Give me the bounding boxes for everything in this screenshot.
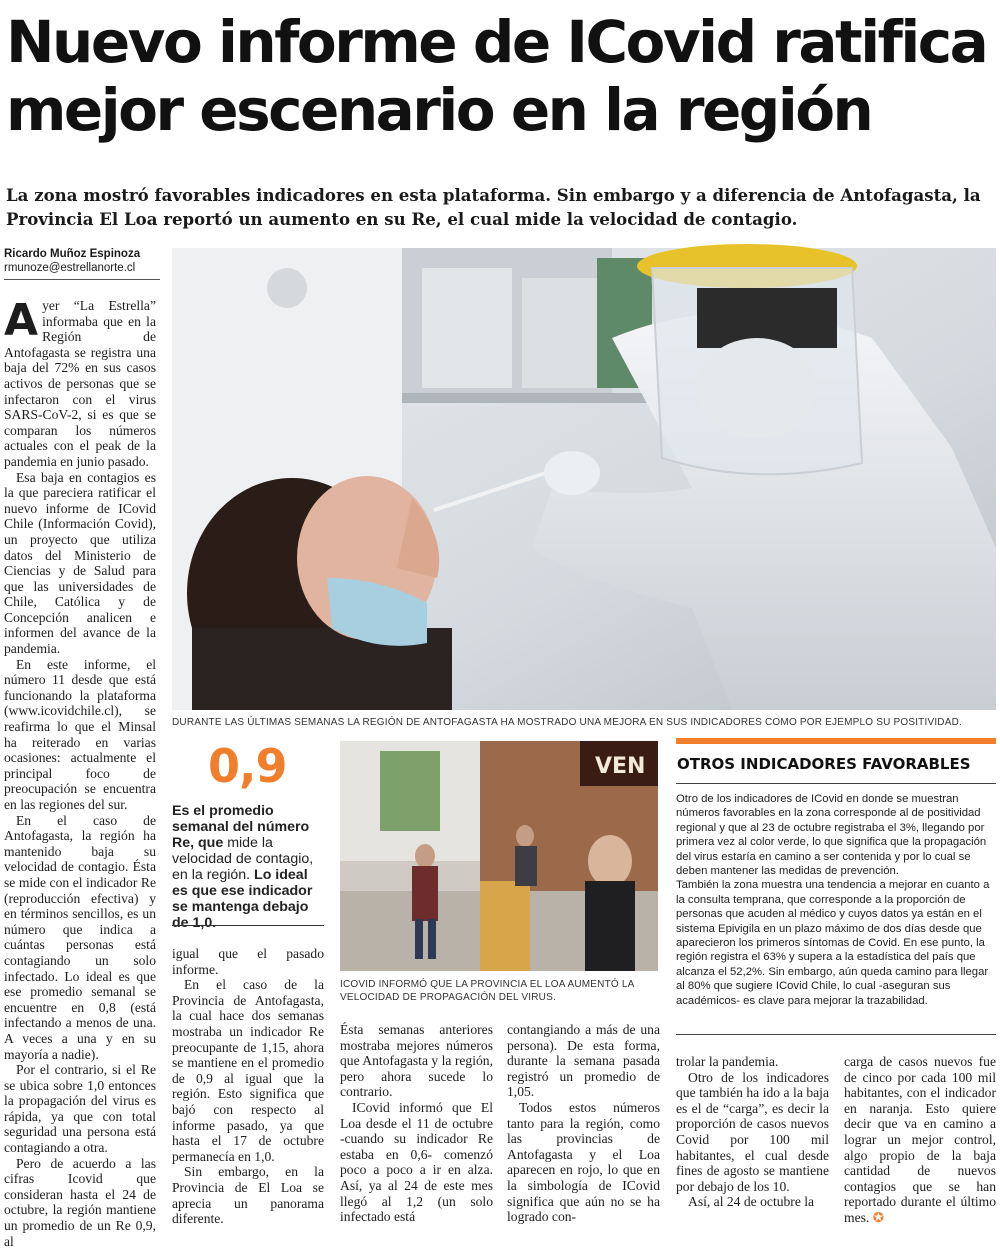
street-photo <box>340 741 658 971</box>
photo-nasal-swab-test <box>172 248 996 710</box>
sidebar-bottom-divider <box>676 1034 996 1035</box>
article-column-5 <box>676 1054 829 1210</box>
article-paragraph: En el caso de Antofagasta, la región ha mantenido baja su velocidad de contagio. Ésta se mide con el indicador Re (reproducción efectiva) y en términos sencillos, es un número que indica a cuántas personas está contagiando un solo infectado. Lo ideal es que ese promedio semanal se encuentre en 0,8 (está infectando a menos de una. A veces a una y en su mayoría a nadie). <box>4 812 156 1062</box>
headline-line-2: mejor escenario en la región <box>6 76 872 144</box>
end-mark-icon: ✪ <box>872 1209 885 1225</box>
byline-email[interactable]: rmunoze@estrellanorte.cl <box>4 262 136 274</box>
article-paragraph: trolar la pandemia. <box>676 1054 779 1069</box>
headline <box>6 8 996 144</box>
article-paragraph: contangiando a más de una persona). De esta forma, durante la semana pasada registró un promedio de 1,05. <box>507 1022 660 1100</box>
sidebar-paragraph: También la zona muestra una tendencia a mejorar en cuanto a la consulta temprana, que corresponde a la proporción de personas que acuden al médico y cuyos datos ya están en el sistema Epivigila en un plazo máximo de dos días desde que aparecieron los primeros síntomas de Covid. En ese punto, la región registra el 63% y supera a la estadística del país que alcanza el 52,2%. Sin embargo, aún queda camino para llegar al 80% que sugiere ICovid Chile, lo cual -aseguran sus académicos- es clave para mejorar la trazabilidad. <box>676 879 990 1007</box>
article-paragraph: Así, al 24 de octubre la <box>688 1194 815 1210</box>
article-column-1 <box>4 295 156 1249</box>
article-column-4 <box>507 1022 660 1225</box>
article-paragraph: Pero de acuerdo a las cifras Icovid que consideran hasta el 24 de octubre, la región mantiene un promedio de un Re 0,9, al <box>4 1155 156 1249</box>
article-paragraph: Sin embargo, en la Provincia de El Loa se aprecia un panorama diferente. <box>172 1164 324 1227</box>
street-photo-caption: ICOVID INFORMÓ QUE LA PROVINCIA EL LOA AUMENTÓ LA VELOCIDAD DE PROPAGACIÓN DEL VIRUS. <box>340 979 634 1003</box>
photo-street-crowd <box>340 741 658 971</box>
highlight-divider <box>172 925 324 926</box>
byline-author: Ricardo Muñoz Espinoza <box>4 248 141 260</box>
article-paragraph: En el caso de la Provincia de Antofagasta, la cual hace dos semanas mostraba un indicador Re preocupante de 1,15, ahora se mantiene en el promedio de 0,9 al igual que la región. Esto significa que bajó con respecto al informe pasado, ya que hasta el 17 de octubre permanecía en 1,0. <box>172 977 324 1164</box>
highlight-text: Es el promedio semanal del número Re, que mide la velocidad de contagio, en la región. Lo ideal es que ese indicador se mantenga debajo de 1,0. <box>172 803 314 931</box>
main-photo-caption: DURANTE LAS ÚLTIMAS SEMANAS LA REGIÓN DE ANTOFAGASTA HA MOSTRADO UNA MEJORA EN SUS INDICADORES COMO POR EJEMPLO SU POSITIVIDAD. <box>172 717 962 728</box>
byline <box>4 247 160 280</box>
sidebar-accent-bar <box>676 738 996 744</box>
article-paragraph: Otro de los indicadores que también ha ido a la baja es el de “carga”, es decir la proporción de casos nuevos Covid por 100 mil habitantes, el cual desde fines de agosto se mantiene por debajo de los 10. <box>676 1069 829 1194</box>
sidebar-title: OTROS INDICADORES FAVORABLES <box>677 755 971 773</box>
article-paragraph: Ayer “La Estrella” informaba que en la Región de Antofagasta se registra una baja del 72% en sus casos activos de personas que se infectaron con el virus SARS-CoV-2, si es que se comparan los números actuales con el peak de la pandemia en junio pasado. <box>4 295 156 469</box>
drop-cap: A <box>4 295 39 346</box>
main-photo <box>172 248 996 710</box>
shop-sign-text: VEN <box>595 754 646 779</box>
article-paragraph: igual que el pasado informe. <box>172 946 324 977</box>
sidebar-divider <box>676 783 996 784</box>
article-paragraph: Ésta semanas anteriores mostraba mejores números que Antofagasta y la región, pero ahora sucede lo contrario. <box>340 1022 493 1100</box>
article-column-2 <box>172 946 324 1227</box>
article-paragraph: En este informe, el número 11 desde que está funcionando la plataforma (www.icovidchile.cl), se reafirma lo que el Minsal ha reiterado en varias ocasiones: actualmente el principal foco de preocupación se encuentra en las regiones del sur. <box>4 656 156 812</box>
sidebar-body <box>676 792 996 1008</box>
article-column-3 <box>340 1022 493 1225</box>
highlight-number: 0,9 <box>208 739 287 793</box>
subheadline: La zona mostró favorables indicadores en esta plataforma. Sin embargo y a diferencia de Antofagasta, la Provincia El Loa reportó un aumento en su Re, el cual mide la velocidad de contagio. <box>6 185 981 229</box>
article-paragraph: Por el contrario, si el Re se ubica sobre 1,0 entonces la propagación del virus es rápida, ya que con total seguridad una persona está contagiando a otra. <box>4 1062 156 1156</box>
article-paragraph: Esa baja en contagios es la que pareciera ratificar el nuevo informe de ICovid Chile (Información Covid), un proyecto que utiliza datos del Ministerio de Ciencias y de Salud para que las universidades de Chile, Católica y de Concepción analicen e informen del avance de la pandemia. <box>4 469 156 657</box>
article-paragraph: carga de casos nuevos fue de cinco por cada 100 mil habitantes, con el indicador en naranja. Esto quiere decir que va en camino a lograr un mejor control, algo propio de la baja cantidad de nuevos contagios que se han reportado durante el último mes. ✪ <box>844 1054 996 1225</box>
article-paragraph: Todos estos números tanto para la región, como las provincias de Antofagasta y el Loa aparecen en rojo, lo que en la simbología de ICovid significa que aún no se ha logrado con- <box>507 1099 660 1225</box>
sidebar-paragraph: Otro de los indicadores de ICovid en donde se muestran números favorables en la zona corresponde al de positividad regional y que al 23 de octubre registraba el 3%, llegando por primera vez al color verde, lo que significa que la propagación del virus estaría en camino a ser contenida y por lo cual se deben mantener las medidas de prevención. <box>676 793 987 878</box>
article-paragraph: ICovid informó que El Loa desde el 11 de octubre -cuando su indicador Re estaba en 0,6- comenzó poco a poco a ir en alza. Así, ya al 24 de este mes llegó al 1,2 (un solo infectado está <box>340 1099 493 1225</box>
headline-line-1: Nuevo informe de ICovid ratifica <box>6 8 987 76</box>
article-column-6 <box>844 1054 996 1226</box>
